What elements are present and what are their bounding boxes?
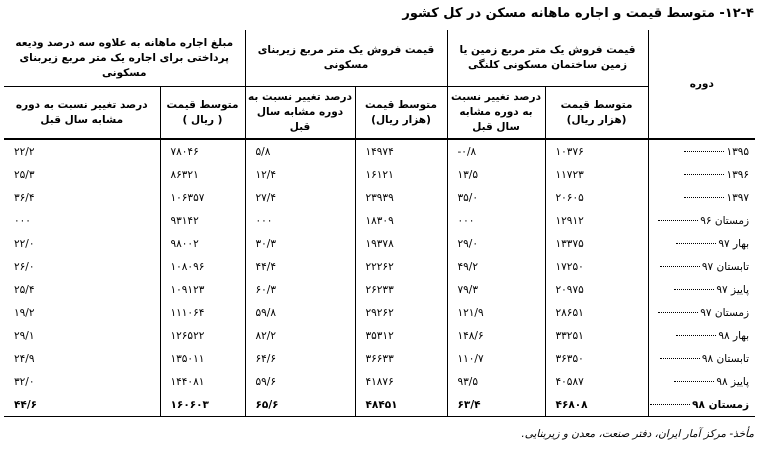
cell-sale-change: ۶۴/۶: [245, 347, 355, 370]
table-row: [4, 139, 755, 163]
cell-rent-avg: ۱۰۹۱۲۳: [160, 278, 245, 301]
cell-period: [648, 209, 755, 232]
table-row: [4, 347, 755, 370]
period-label: پاییز ۹۸: [716, 375, 750, 388]
cell-land-avg: ۱۳۳۷۵: [545, 232, 648, 255]
cell-land-change: ۱۱۰/۷: [447, 347, 545, 370]
cell-land-change: ۷۹/۳: [447, 278, 545, 301]
cell-sale-change: ۸۲/۲: [245, 324, 355, 347]
cell-rent-avg: ۸۶۳۲۱: [160, 163, 245, 186]
period-label: تابستان ۹۸: [701, 352, 750, 365]
cell-sale-avg: ۳۵۳۱۲: [355, 324, 447, 347]
cell-period: [648, 393, 755, 417]
period-label: ۱۳۹۶: [726, 168, 750, 181]
cell-sale-avg: ۴۸۴۵۱: [355, 393, 447, 417]
cell-land-change: ۹۳/۵: [447, 370, 545, 393]
cell-sale-avg: ۲۶۲۳۳: [355, 278, 447, 301]
period-label: تابستان ۹۷: [701, 260, 750, 273]
cell-rent-avg: ۱۶۰۶۰۳: [160, 393, 245, 417]
header-sale-avg: متوسط قیمت (هزار ریال): [355, 87, 447, 140]
cell-land-change: ۰۰۰: [447, 209, 545, 232]
cell-period: [648, 370, 755, 393]
leader-dots: [674, 381, 714, 382]
table-row: [4, 163, 755, 186]
cell-land-change: ۶۳/۴: [447, 393, 545, 417]
table-row: [4, 232, 755, 255]
cell-rent-change: ۴۴/۶: [4, 393, 160, 417]
cell-land-avg: ۲۰۹۷۵: [545, 278, 648, 301]
cell-land-avg: ۱۲۹۱۲: [545, 209, 648, 232]
cell-sale-avg: ۱۸۳۰۹: [355, 209, 447, 232]
cell-rent-change: ۲۵/۳: [14, 168, 35, 181]
header-rent-avg: متوسط قیمت ( ریال ): [160, 87, 245, 140]
cell-rent-change: ۲۲/۰: [14, 237, 35, 250]
cell-period: [648, 278, 755, 301]
period-label: ۱۳۹۵: [726, 145, 750, 158]
cell-land-change: ۱۲۱/۹: [447, 301, 545, 324]
period-label: پاییز ۹۷: [716, 283, 750, 296]
header-rent-change: درصد تغییر نسبت به دوره مشابه سال قبل: [4, 87, 160, 140]
cell-sale-change: ۴۴/۴: [245, 255, 355, 278]
leader-dots: [684, 197, 724, 198]
cell-rent-avg: ۱۰۸۰۹۶: [160, 255, 245, 278]
cell-land-avg: ۱۰۳۷۶: [545, 139, 648, 163]
leader-dots: [658, 220, 698, 221]
cell-rent-change: ۲۹/۱: [14, 329, 35, 342]
cell-sale-avg: ۲۳۹۳۹: [355, 186, 447, 209]
cell-rent-avg: ۷۸۰۴۶: [160, 139, 245, 163]
period-label: زمستان ۹۶: [700, 214, 750, 227]
cell-land-avg: ۲۸۶۵۱: [545, 301, 648, 324]
cell-rent-change: ۳۲/۰: [14, 375, 35, 388]
cell-sale-change: ۶۰/۳: [245, 278, 355, 301]
cell-sale-avg: ۳۶۶۳۳: [355, 347, 447, 370]
cell-sale-change: ۶۵/۶: [245, 393, 355, 417]
cell-period: [648, 347, 755, 370]
cell-land-avg: ۴۶۸۰۸: [545, 393, 648, 417]
period-label: بهار ۹۷: [718, 237, 750, 250]
table-row: [4, 370, 755, 393]
period-label: زمستان ۹۸: [692, 398, 750, 411]
table-row: [4, 324, 755, 347]
leader-dots: [684, 174, 724, 175]
cell-sale-avg: ۱۶۱۲۱: [355, 163, 447, 186]
cell-rent-avg: ۱۲۶۵۲۲: [160, 324, 245, 347]
cell-sale-change: ۵۹/۶: [245, 370, 355, 393]
cell-sale-avg: ۲۲۲۶۲: [355, 255, 447, 278]
cell-period: [648, 232, 755, 255]
leader-dots: [676, 335, 716, 336]
table-row: [4, 186, 755, 209]
cell-rent-change: ۲۲/۲: [14, 145, 35, 158]
table-row: [4, 209, 755, 232]
cell-sale-avg: ۱۹۳۷۸: [355, 232, 447, 255]
table-title: ۱۲-۴- متوسط قیمت و اجاره ماهانه مسکن در کل کشور: [402, 6, 754, 21]
cell-sale-change: ۵۹/۸: [245, 301, 355, 324]
cell-sale-change: ۱۲/۴: [245, 163, 355, 186]
cell-period: [648, 255, 755, 278]
cell-land-change: ۴۹/۲: [447, 255, 545, 278]
cell-rent-change: ۲۶/۰: [14, 260, 35, 273]
cell-land-change: -۰/۸: [447, 139, 545, 163]
header-period: دوره: [648, 30, 755, 139]
cell-rent-change: ۳۶/۴: [14, 191, 35, 204]
cell-land-avg: ۲۰۶۰۵: [545, 186, 648, 209]
cell-land-change: ۳۵/۰: [447, 186, 545, 209]
cell-land-avg: ۱۱۷۲۳: [545, 163, 648, 186]
header-sale-change: درصد تغییر نسبت به دوره مشابه سال قبل: [245, 87, 355, 140]
period-label: ۱۳۹۷: [726, 191, 750, 204]
cell-land-avg: ۳۶۳۵۰: [545, 347, 648, 370]
cell-period: [648, 139, 755, 163]
cell-sale-change: ۵/۸: [245, 139, 355, 163]
cell-rent-avg: ۱۳۵۰۱۱: [160, 347, 245, 370]
cell-sale-change: ۲۷/۴: [245, 186, 355, 209]
cell-land-change: ۱۴۸/۶: [447, 324, 545, 347]
cell-period: [648, 324, 755, 347]
cell-rent-avg: ۹۳۱۴۲: [160, 209, 245, 232]
cell-period: [648, 186, 755, 209]
cell-rent-change: ۱۹/۲: [14, 306, 35, 319]
table-row: [4, 301, 755, 324]
cell-rent-change: ۲۵/۴: [14, 283, 35, 296]
cell-sale-change: ۳۰/۳: [245, 232, 355, 255]
period-label: زمستان ۹۷: [700, 306, 750, 319]
cell-sale-avg: ۲۹۲۶۲: [355, 301, 447, 324]
cell-rent-avg: ۱۱۱۰۶۴: [160, 301, 245, 324]
cell-rent-change: ۰۰۰: [14, 214, 31, 227]
cell-land-change: ۲۹/۰: [447, 232, 545, 255]
cell-sale-avg: ۱۴۹۷۴: [355, 139, 447, 163]
leader-dots: [658, 312, 698, 313]
cell-period: [648, 301, 755, 324]
leader-dots: [660, 358, 700, 359]
source-note: مأخذ- مرکز آمار ایران، دفتر صنعت، معدن و زیربنایی.: [521, 428, 754, 440]
header-group-land: قیمت فروش یک متر مربع زمین یا زمین ساختمان مسکونی کلنگی: [447, 30, 648, 87]
cell-sale-change: ۰۰۰: [245, 209, 355, 232]
housing-price-table: [4, 30, 755, 417]
cell-rent-avg: ۱۴۴۰۸۱: [160, 370, 245, 393]
cell-land-avg: ۳۳۲۵۱: [545, 324, 648, 347]
header-group-sale: قیمت فروش یک متر مربع زیربنای مسکونی: [245, 30, 447, 87]
cell-rent-avg: ۱۰۶۳۵۷: [160, 186, 245, 209]
leader-dots: [650, 404, 690, 405]
cell-rent-avg: ۹۸۰۰۲: [160, 232, 245, 255]
cell-land-avg: ۱۷۲۵۰: [545, 255, 648, 278]
table-row: [4, 278, 755, 301]
header-land-avg: متوسط قیمت (هزار ریال): [545, 87, 648, 140]
table-body: [4, 139, 755, 417]
leader-dots: [660, 266, 700, 267]
table-row: [4, 255, 755, 278]
leader-dots: [684, 151, 724, 152]
leader-dots: [674, 289, 714, 290]
header-land-change: درصد تغییر نسبت به دوره مشابه سال قبل: [447, 87, 545, 140]
cell-land-avg: ۴۰۵۸۷: [545, 370, 648, 393]
header-group-rent: مبلغ اجاره ماهانه به علاوه سه درصد ودیعه پرداختی برای اجاره یک متر مربع زیربنای مسکونی: [4, 30, 245, 87]
cell-rent-change: ۲۴/۹: [14, 352, 35, 365]
leader-dots: [676, 243, 716, 244]
period-label: بهار ۹۸: [718, 329, 750, 342]
cell-land-change: ۱۳/۵: [447, 163, 545, 186]
table-row: [4, 393, 755, 417]
cell-sale-avg: ۴۱۸۷۶: [355, 370, 447, 393]
cell-period: [648, 163, 755, 186]
